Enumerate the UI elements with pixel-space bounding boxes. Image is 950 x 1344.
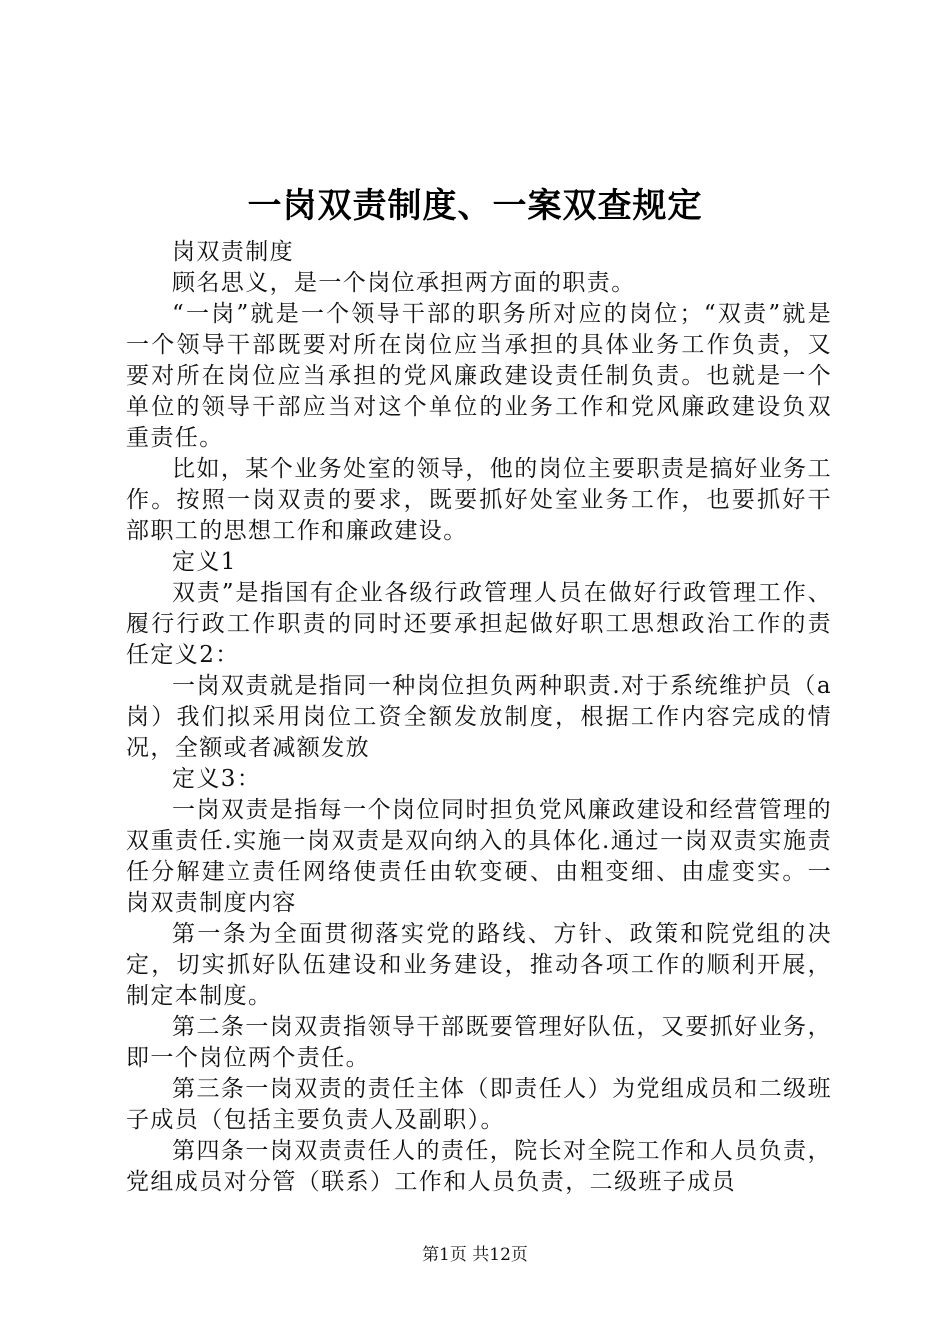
paragraph: 顾名思义，是一个岗位承担两方面的职责。 xyxy=(172,270,636,296)
paragraph: 第一条为全面贯彻落实党的路线、方针、政策和院党组的决定，切实抓好队伍建设和业务建设，推动各项工作的顺利开展，制定本制度。 xyxy=(126,921,832,1009)
document-body xyxy=(126,237,832,1198)
paragraph: 第三条一岗双责的责任主体（即责任人）为党组成员和二级班子成员（包括主要负责人及副职）。 xyxy=(126,1076,832,1133)
paragraph-heading: 定义1 xyxy=(172,549,237,575)
paragraph-heading: 定义3： xyxy=(172,766,262,792)
paragraph: 比如，某个业务处室的领导，他的岗位主要职责是搞好业务工作。按照一岗双责的要求，既要抓好处室业务工作，也要抓好干部职工的思想工作和廉政建设。 xyxy=(126,456,832,544)
paragraph: 一岗双责是指每一个岗位同时担负党风廉政建设和经营管理的双重责任.实施一岗双责是双向纳入的具体化.通过一岗双责实施责任分解建立责任网络使责任由软变硬、由粗变细、由虚变实。一岗双责制度内容 xyxy=(126,797,832,916)
paragraph: 双责”是指国有企业各级行政管理人员在做好行政管理工作、履行行政工作职责的同时还要承担起做好职工思想政治工作的责任定义2： xyxy=(126,580,832,668)
paragraph: “一岗”就是一个领导干部的职务所对应的岗位；“双责”就是一个领导干部既要对所在岗位应当承担的具体业务工作负责，又要对所在岗位应当承担的党风廉政建设责任制负责。也就是一个单位的领导干部应当对这个单位的业务工作和党风廉政建设负双重责任。 xyxy=(126,301,832,451)
paragraph: 第四条一岗双责责任人的责任，院长对全院工作和人员负责，党组成员对分管（联系）工作和人员负责，二级班子成员 xyxy=(126,1138,832,1195)
page-number-footer: 第1页 共12页 xyxy=(422,1245,528,1265)
document-title: 一岗双责制度、一案双查规定 xyxy=(247,186,703,226)
paragraph: 第二条一岗双责指领导干部既要管理好队伍，又要抓好业务，即一个岗位两个责任。 xyxy=(126,1014,832,1071)
paragraph: 一岗双责就是指同一种岗位担负两种职责.对于系统维护员（a岗）我们拟采用岗位工资全额发放制度，根据工作内容完成的情况，全额或者减额发放 xyxy=(126,673,832,761)
paragraph-heading: 岗双责制度 xyxy=(172,239,294,265)
